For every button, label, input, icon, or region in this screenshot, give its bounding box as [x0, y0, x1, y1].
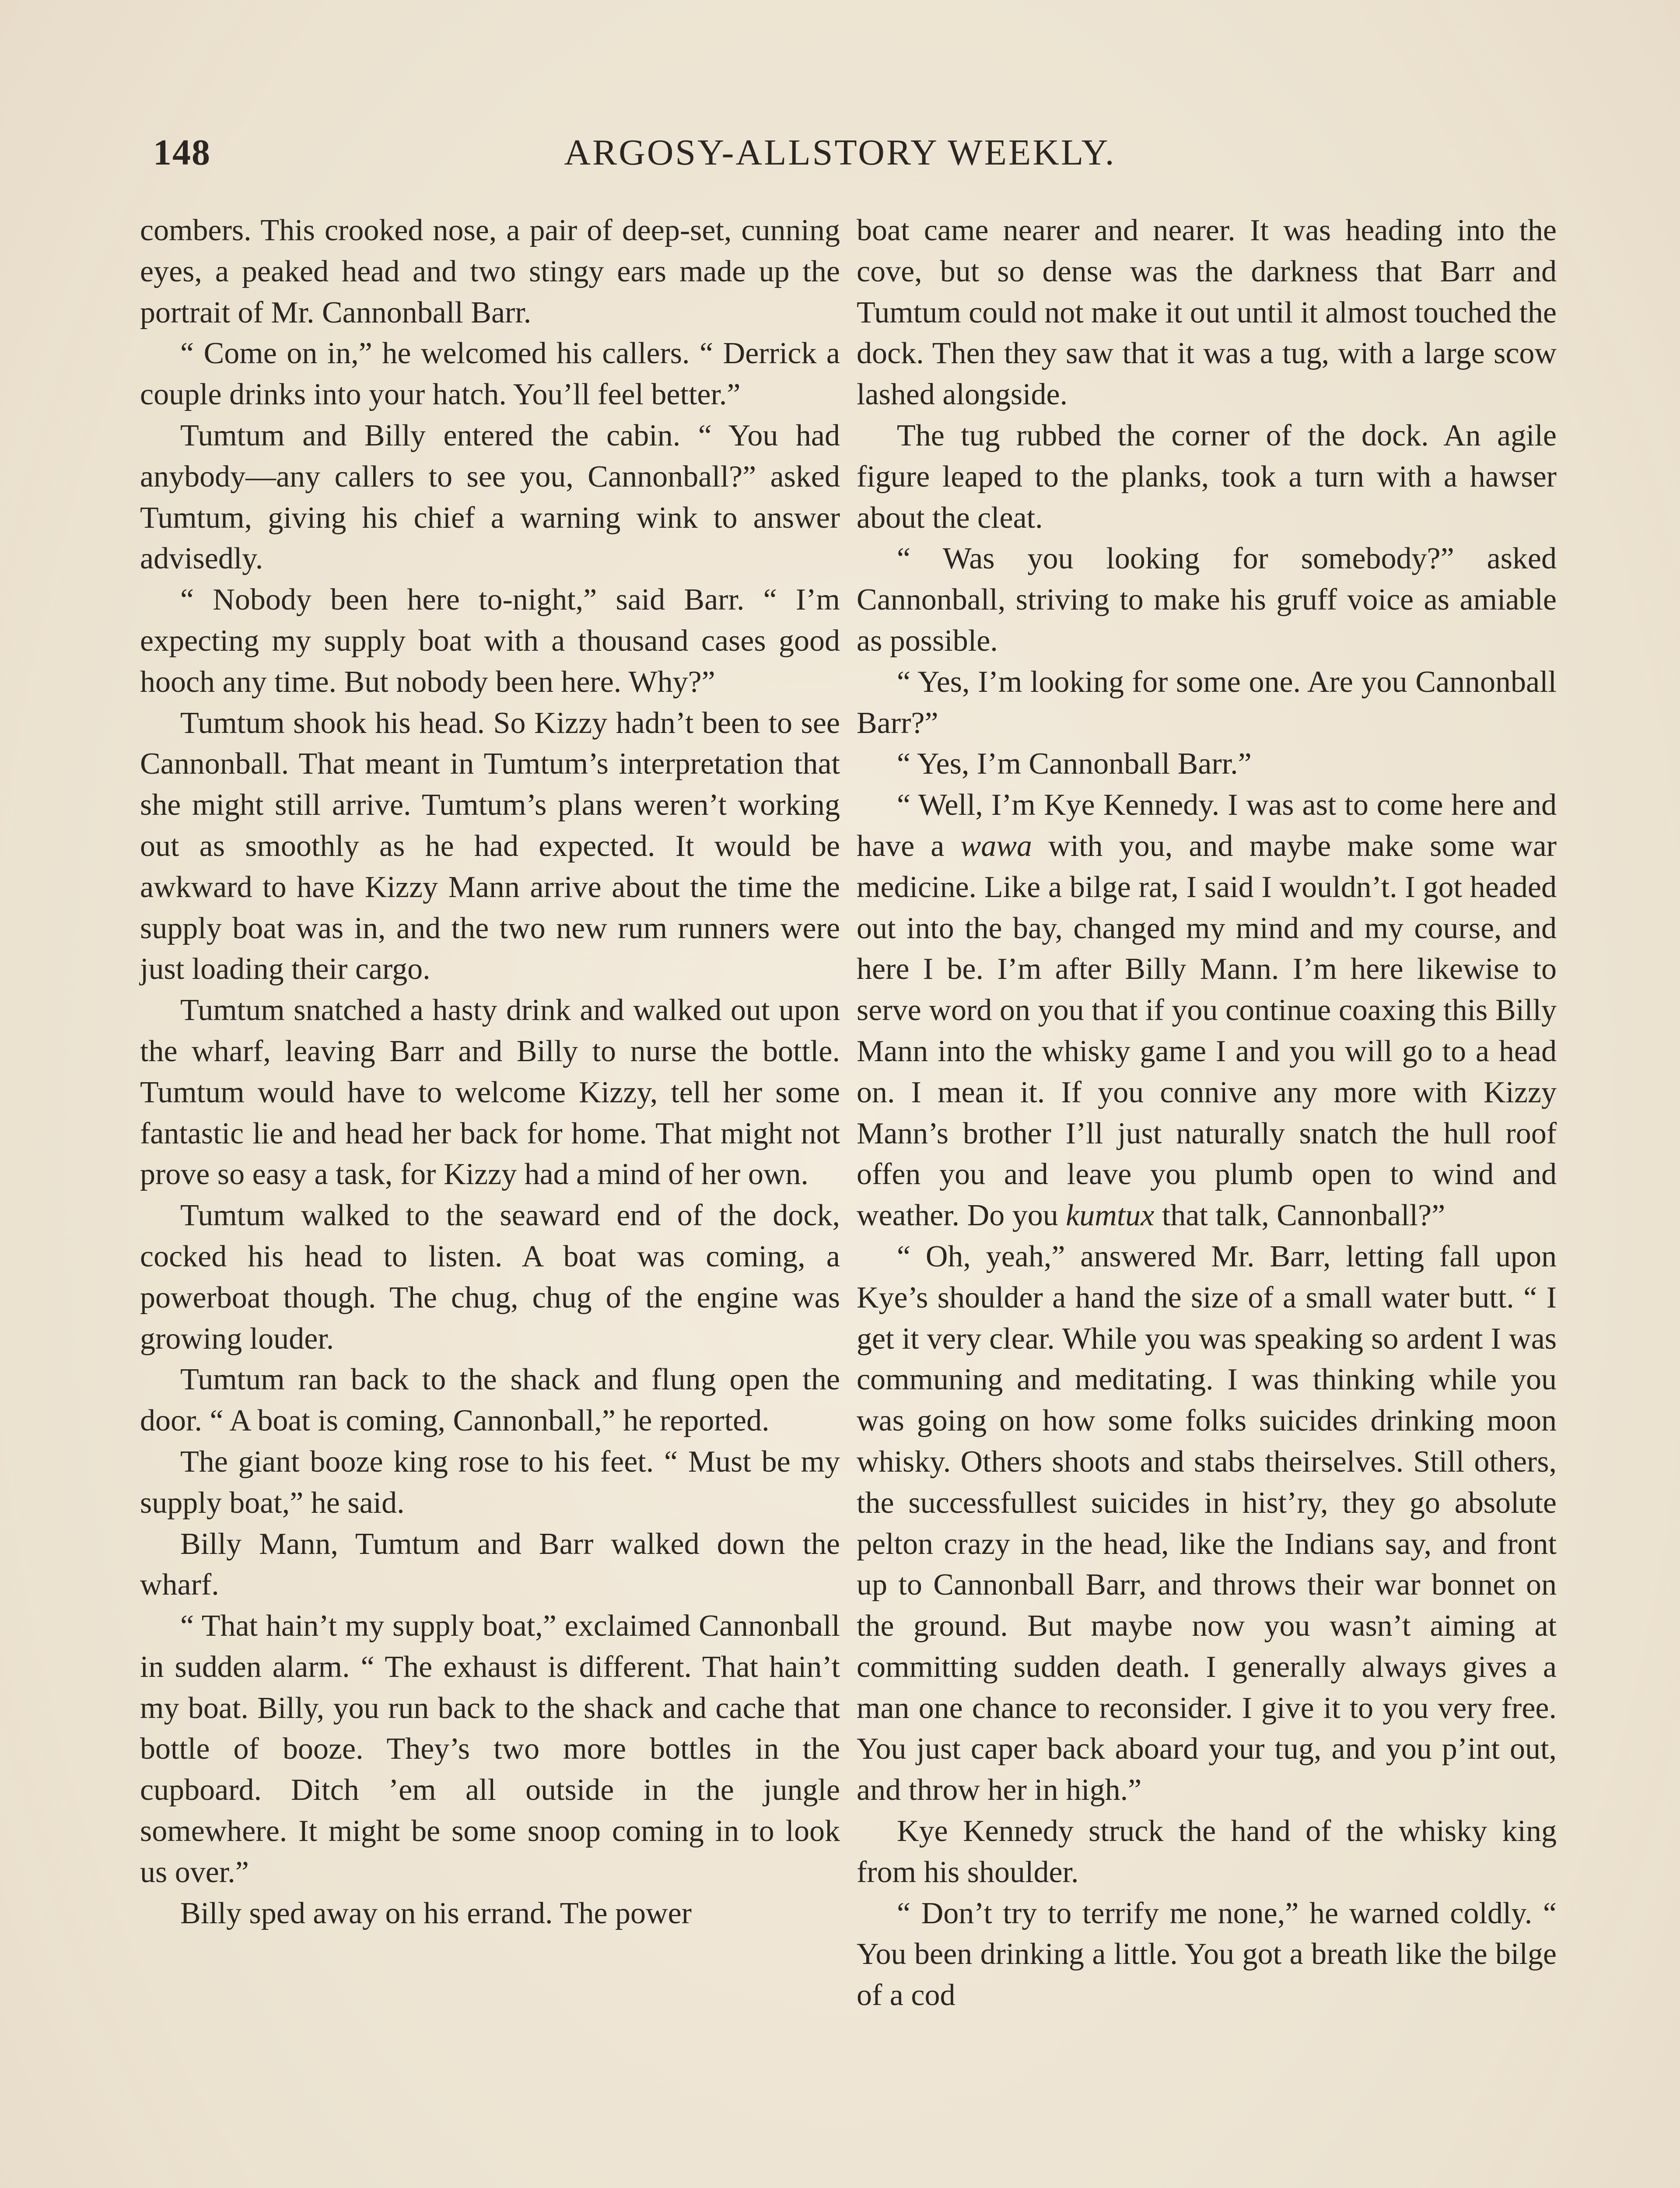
italic-word: wawa [960, 829, 1032, 863]
paragraph: boat came nearer and nearer. It was heading into the cove, but so dense was the darkness that Barr and Tumtum could not make it out until it almost touched the dock. Then they saw that it was a tug, with a large scow lashed alongside. [857, 214, 1557, 412]
paragraph: Kye Kennedy struck the hand of the whisky king from his shoulder. [857, 1814, 1557, 1889]
left-column [140, 210, 840, 2188]
paragraph: Billy Mann, Tumtum and Barr walked down the wharf. [140, 1527, 840, 1602]
paragraph: The giant booze king rose to his feet. “ Must be my supply boat,” he said. [140, 1445, 840, 1520]
paragraph: Tumtum walked to the seaward end of the dock, cocked his head to listen. A boat was coming, a powerboat though. The chug, chug of the engine was growing louder. [140, 1199, 840, 1356]
paragraph: Tumtum and Billy entered the cabin. “ You had anybody—any callers to see you, Cannonball?” asked Tumtum, giving his chief a warning wink to answer advisedly. [140, 418, 840, 576]
paragraph: Billy sped away on his errand. The power [180, 1896, 692, 1930]
text-run: “ Well, I’m Kye Kennedy. I was ast to come here and have a [857, 788, 1557, 863]
paragraph: Tumtum shook his head. So Kizzy hadn’t been to see Cannonball. That meant in Tumtum’s interpretation that she might still arrive. Tumtum’s plans weren’t working out as smoothly as he had expected. It would be awkward to have Kizzy Mann arrive about the time the supply boat was in, and the two new rum runners were just loading their cargo. [140, 706, 840, 986]
text-run: with you, and maybe make some war medicine. Like a bilge rat, I said I wouldn’t. I got headed out into the bay, changed my mind and my course, and here I be. I’m after Billy Mann. I’m here likewise to serve word on you that if you continue coaxing this Billy Mann into the whisky game I and you will go to a head on. I mean it. If you connive any more with Kizzy Mann’s brother I’ll just naturally snatch the hull roof offen you and leave you plumb open to wind and weather. Do you [857, 829, 1557, 1233]
paragraph: “ That hain’t my supply boat,” exclaimed Cannonball in sudden alarm. “ The exhaust is different. That hain’t my boat. Billy, you run back to the shack and cache that bottle of booze. They’s two more bottles in the cupboard. Ditch ’em all outside in the jungle somewhere. It might be some snoop coming in to look us over.” [140, 1609, 840, 1889]
paragraph-kye-speech [857, 785, 1557, 1236]
paragraph: “ Nobody been here to-night,” said Barr. “ I’m expecting my supply boat with a thousand cases good hooch any time. But nobody been here. Why?” [140, 583, 840, 699]
paragraph: “ Don’t try to terrify me none,” he warned coldly. “ You been drinking a little. You got a breath like the bilge of a cod [857, 1896, 1557, 2013]
page-number: 148 [153, 132, 211, 173]
right-column [857, 210, 1557, 2188]
running-title: ARGOSY-ALLSTORY WEEKLY. [564, 132, 1116, 173]
paragraph: combers. This crooked nose, a pair of deep-set, cunning eyes, a peaked head and two stingy ears made up the portrait of Mr. Cannonball Barr. [140, 214, 840, 330]
paragraph: “ Yes, I’m looking for some one. Are you Cannonball Barr?” [857, 665, 1557, 740]
italic-word: kumtux [1066, 1199, 1155, 1233]
paragraph: “ Come on in,” he welcomed his callers. “ Derrick a couple drinks into your hatch. You’ll feel better.” [140, 337, 840, 412]
paragraph: Tumtum snatched a hasty drink and walked out upon the wharf, leaving Barr and Billy to nurse the bottle. Tumtum would have to welcome Kizzy, tell her some fantastic lie and head her back for home. That might not prove so easy a task, for Kizzy had a mind of her own. [140, 993, 840, 1192]
paragraph: “ Yes, I’m Cannonball Barr.” [897, 747, 1252, 781]
text-run: that talk, Cannonball?” [1154, 1199, 1446, 1233]
paragraph: The tug rubbed the corner of the dock. An agile figure leaped to the planks, took a turn with a hawser about the cleat. [857, 418, 1557, 535]
page-header [140, 131, 1540, 179]
paragraph: Tumtum ran back to the shack and flung open the door. “ A boat is coming, Cannonball,” he reported. [140, 1363, 840, 1438]
paragraph: “ Oh, yeah,” answered Mr. Barr, letting fall upon Kye’s shoulder a hand the size of a small water butt. “ I get it very clear. While you was speaking so ardent I was communing and meditating. I was thinking while you was going on how some folks suicides drinking moon whisky. Others shoots and stabs theirselves. Still others, the successfullest suicides in hist’ry, they go absolute pelton crazy in the head, like the Indians say, and front up to Cannonball Barr, and throws their war bonnet on the ground. But maybe now you wasn’t aiming at committing sudden death. I generally always gives a man one chance to reconsider. I give it to you very free. You just caper back aboard your tug, and you p’int out, and throw her in high.” [857, 1239, 1557, 1807]
paragraph: “ Was you looking for somebody?” asked Cannonball, striving to make his gruff voice as amiable as possible. [857, 542, 1557, 658]
